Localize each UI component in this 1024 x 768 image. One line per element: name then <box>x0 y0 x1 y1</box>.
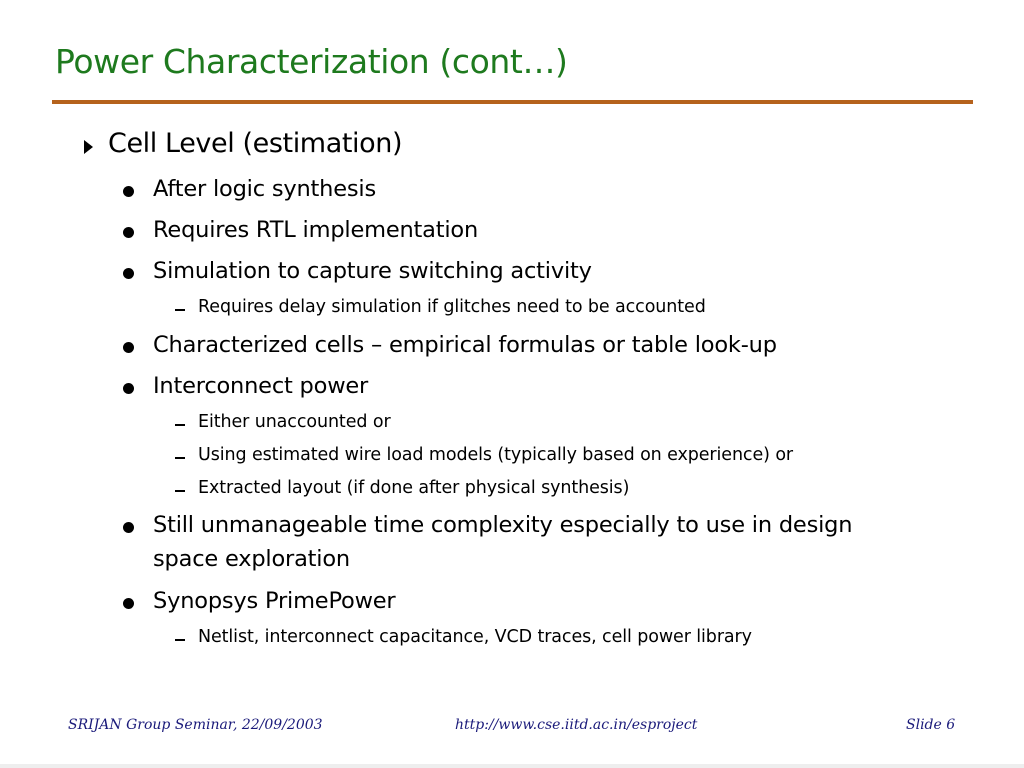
bullet-time-complexity-line1: Still unmanageable time complexity especially to use in design <box>153 512 853 538</box>
en-dash-icon <box>175 639 185 641</box>
bullet-time-complexity-line2: space exploration <box>153 546 350 572</box>
bullet-dot-icon <box>123 383 134 394</box>
footer-url: http://www.cse.iitd.ac.in/esproject <box>455 717 698 733</box>
en-dash-icon <box>175 457 185 459</box>
bullet-dot-icon <box>123 227 134 238</box>
en-dash-icon <box>175 309 185 311</box>
slide-title: Power Characterization (cont…) <box>55 42 568 81</box>
bullet-dot-icon <box>123 598 134 609</box>
title-divider <box>52 100 973 104</box>
bullet-simulation: Simulation to capture switching activity <box>153 258 592 284</box>
bullet-after-logic-synthesis: After logic synthesis <box>153 176 376 202</box>
sub-bullet-unaccounted: Either unaccounted or <box>198 412 391 432</box>
bullet-dot-icon <box>123 268 134 279</box>
bullet-primepower: Synopsys PrimePower <box>153 588 396 614</box>
sub-bullet-extracted-layout: Extracted layout (if done after physical synthesis) <box>198 478 630 498</box>
sub-bullet-netlist: Netlist, interconnect capacitance, VCD traces, cell power library <box>198 627 752 647</box>
bullet-requires-rtl: Requires RTL implementation <box>153 217 479 243</box>
heading-cell-level: Cell Level (estimation) <box>108 128 403 159</box>
sub-bullet-wire-load-models: Using estimated wire load models (typically based on experience) or <box>198 445 794 465</box>
bullet-interconnect-power: Interconnect power <box>153 373 369 399</box>
footer-slide-number: Slide 6 <box>906 717 956 733</box>
bullet-dot-icon <box>123 342 134 353</box>
footer-seminar: SRIJAN Group Seminar, 22/09/2003 <box>68 717 323 733</box>
en-dash-icon <box>175 490 185 492</box>
sub-bullet-delay-simulation: Requires delay simulation if glitches need to be accounted <box>198 297 706 317</box>
right-triangle-icon <box>84 140 93 154</box>
bottom-strip <box>0 764 1024 768</box>
bullet-dot-icon <box>123 522 134 533</box>
bullet-dot-icon <box>123 186 134 197</box>
bullet-characterized-cells: Characterized cells – empirical formulas or table look-up <box>153 332 777 358</box>
en-dash-icon <box>175 424 185 426</box>
